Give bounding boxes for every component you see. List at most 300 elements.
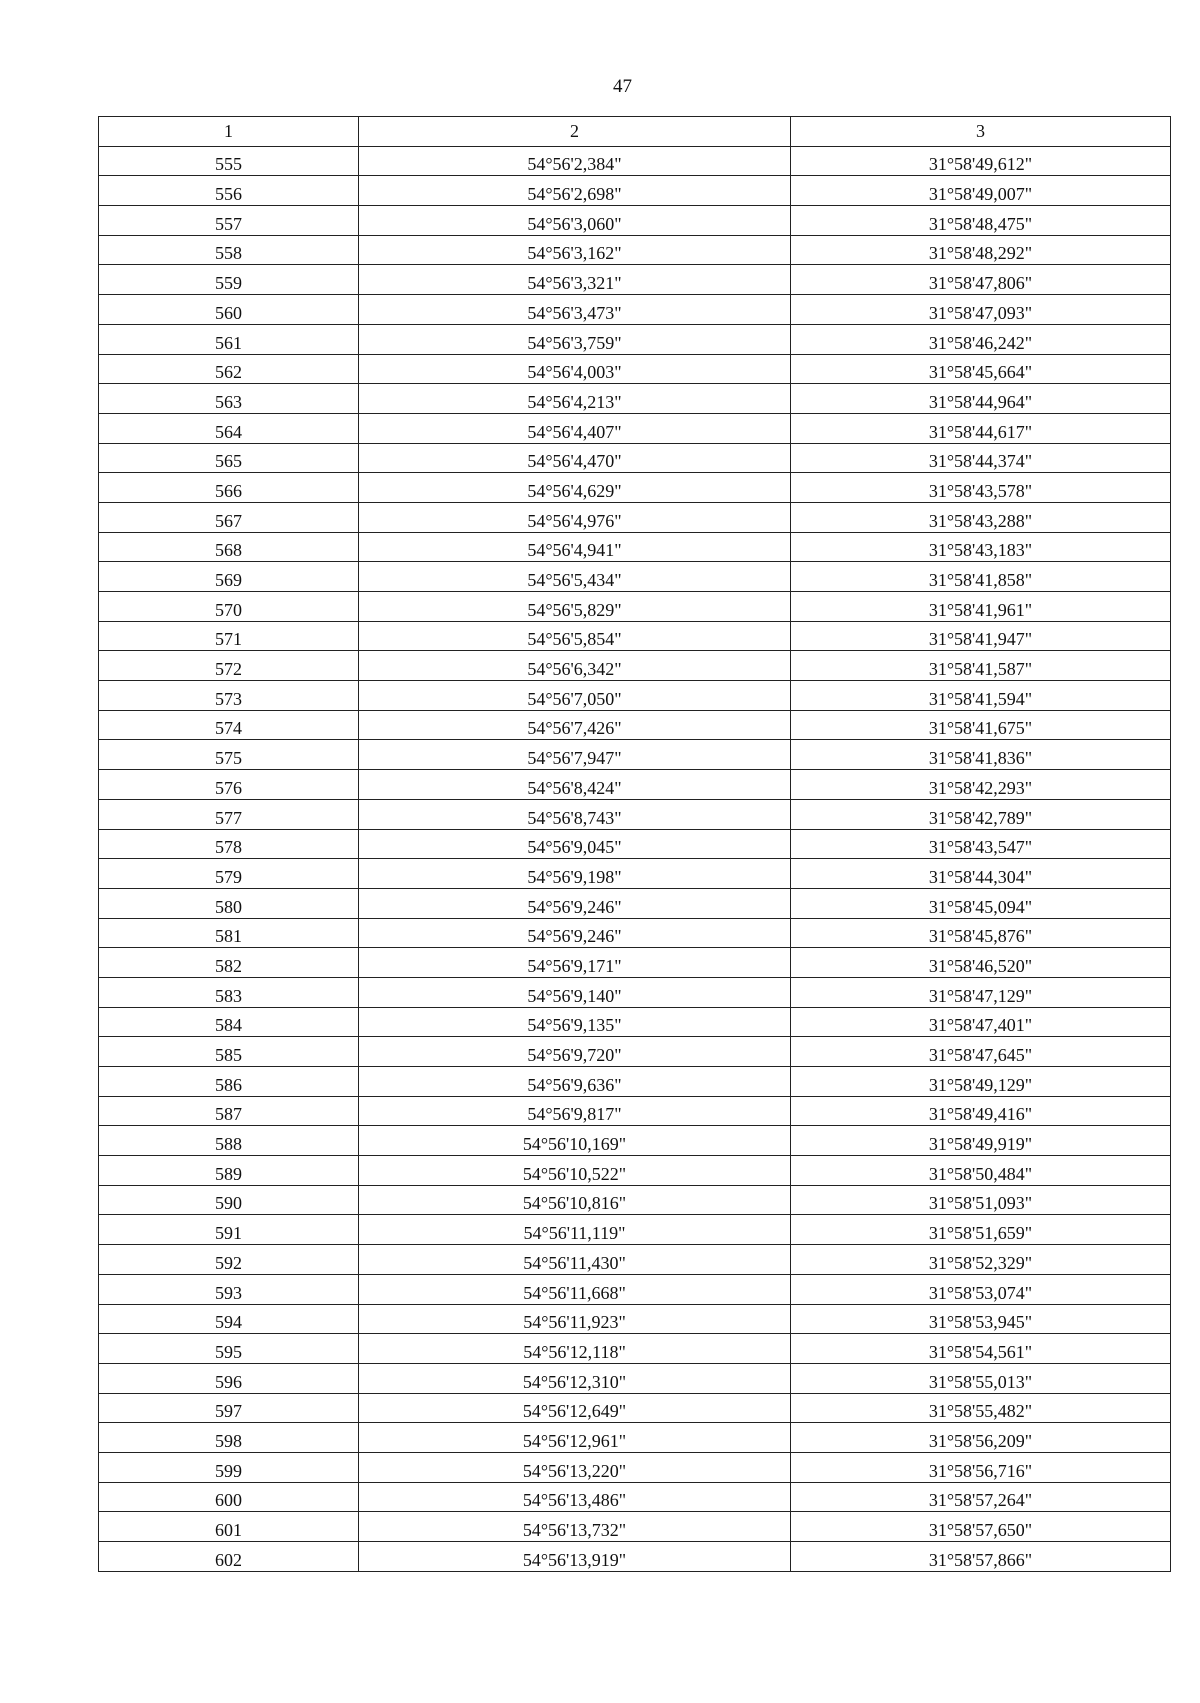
point-number-text: 585	[215, 1045, 242, 1065]
point-number-cell	[99, 681, 359, 711]
point-number-cell	[99, 829, 359, 859]
point-number-cell	[99, 1067, 359, 1097]
point-number-cell	[99, 918, 359, 948]
longitude-text: 31°58'48,292"	[928, 243, 1033, 264]
longitude-cell	[791, 799, 1171, 829]
point-number-cell	[99, 1274, 359, 1304]
latitude-cell	[359, 681, 791, 711]
point-number-cell	[99, 1452, 359, 1482]
coordinates-table	[98, 116, 1171, 1572]
latitude-text: 54°56'9,636"	[527, 1074, 622, 1095]
latitude-cell	[359, 443, 791, 473]
latitude-cell	[359, 621, 791, 651]
longitude-cell	[791, 473, 1171, 503]
point-number-cell	[99, 354, 359, 384]
point-number-text: 588	[215, 1134, 242, 1155]
point-number-cell	[99, 146, 359, 176]
point-number-text: 556	[215, 184, 242, 205]
longitude-cell	[791, 770, 1171, 800]
latitude-text: 54°56'10,522"	[522, 1163, 627, 1184]
latitude-cell	[359, 384, 791, 414]
table-row	[99, 1007, 1171, 1037]
longitude-text: 31°58'48,475"	[928, 213, 1033, 234]
point-number-text: 565	[215, 451, 242, 472]
latitude-text: 54°56'13,486"	[522, 1490, 627, 1511]
longitude-cell	[791, 324, 1171, 354]
latitude-text: 54°56'3,162"	[527, 243, 622, 264]
point-number-text: 562	[215, 362, 242, 383]
point-number-cell	[99, 770, 359, 800]
longitude-cell	[791, 235, 1171, 265]
latitude-text: 54°56'11,923"	[523, 1312, 626, 1333]
longitude-cell	[791, 1334, 1171, 1364]
point-number-text: 595	[215, 1341, 242, 1362]
latitude-text: 54°56'9,817"	[527, 1104, 622, 1125]
longitude-cell	[791, 265, 1171, 295]
point-number-text: 567	[215, 510, 242, 531]
table-row	[99, 710, 1171, 740]
latitude-cell	[359, 1452, 791, 1482]
latitude-cell	[359, 1096, 791, 1126]
longitude-cell	[791, 1452, 1171, 1482]
point-number-text: 598	[215, 1430, 242, 1451]
longitude-text: 31°58'57,866"	[928, 1549, 1033, 1570]
point-number-text: 568	[215, 540, 242, 561]
point-number-cell	[99, 1512, 359, 1542]
point-number-text: 586	[215, 1074, 242, 1095]
point-number-cell	[99, 235, 359, 265]
longitude-text: 31°58'47,401"	[928, 1015, 1033, 1036]
point-number-text: 591	[215, 1223, 242, 1244]
table-row	[99, 799, 1171, 829]
latitude-text: 54°56'4,003"	[527, 362, 622, 383]
latitude-cell	[359, 770, 791, 800]
point-number-text: 561	[215, 332, 242, 353]
longitude-text: 31°58'49,129"	[928, 1074, 1033, 1095]
latitude-text: 54°56'4,976"	[527, 510, 622, 531]
latitude-text: 54°56'5,829"	[527, 599, 622, 620]
latitude-text: 54°56'10,169"	[522, 1134, 627, 1155]
point-number-text: 594	[215, 1312, 242, 1333]
point-number-text: 572	[215, 659, 242, 680]
point-number-cell	[99, 295, 359, 325]
table-row	[99, 1245, 1171, 1275]
longitude-cell	[791, 592, 1171, 622]
point-number-text: 575	[215, 748, 242, 769]
latitude-text: 54°56'5,434"	[527, 570, 622, 590]
latitude-text: 54°56'9,171"	[527, 955, 622, 976]
longitude-cell	[791, 1007, 1171, 1037]
latitude-text: 54°56'2,384"	[527, 154, 622, 175]
point-number-text: 582	[215, 955, 242, 976]
table-row	[99, 176, 1171, 206]
latitude-cell	[359, 354, 791, 384]
table-row	[99, 770, 1171, 800]
point-number-text: 590	[215, 1193, 242, 1214]
longitude-cell	[791, 1156, 1171, 1186]
latitude-text: 54°56'7,050"	[527, 688, 622, 709]
longitude-text: 31°58'55,013"	[928, 1371, 1033, 1392]
table-row	[99, 384, 1171, 414]
longitude-cell	[791, 413, 1171, 443]
point-number-text: 571	[215, 629, 242, 650]
table-row	[99, 413, 1171, 443]
latitude-text: 54°56'9,198"	[527, 866, 622, 887]
point-number-cell	[99, 562, 359, 592]
longitude-cell	[791, 829, 1171, 859]
longitude-text: 31°58'43,183"	[928, 540, 1033, 561]
latitude-text: 54°56'4,470"	[527, 451, 622, 472]
point-number-text: 577	[215, 807, 242, 828]
latitude-text: 54°56'3,759"	[527, 332, 622, 353]
latitude-cell	[359, 206, 791, 236]
longitude-cell	[791, 502, 1171, 532]
latitude-cell	[359, 740, 791, 770]
point-number-cell	[99, 799, 359, 829]
longitude-text: 31°58'45,876"	[928, 926, 1033, 947]
table-row	[99, 502, 1171, 532]
longitude-cell	[791, 651, 1171, 681]
latitude-cell	[359, 651, 791, 681]
longitude-text: 31°58'46,520"	[928, 955, 1033, 976]
point-number-text: 574	[215, 718, 242, 739]
longitude-cell	[791, 1304, 1171, 1334]
latitude-text: 54°56'12,961"	[522, 1430, 627, 1451]
longitude-cell	[791, 1482, 1171, 1512]
latitude-text: 54°56'13,220"	[522, 1460, 627, 1481]
latitude-cell	[359, 859, 791, 889]
point-number-text: 578	[215, 837, 242, 858]
longitude-cell	[791, 621, 1171, 651]
latitude-text: 54°56'11,430"	[523, 1252, 626, 1273]
latitude-cell	[359, 1126, 791, 1156]
latitude-cell	[359, 1423, 791, 1453]
longitude-cell	[791, 1185, 1171, 1215]
table-row	[99, 562, 1171, 592]
point-number-cell	[99, 1215, 359, 1245]
table-row	[99, 681, 1171, 711]
latitude-text: 54°56'3,321"	[527, 273, 622, 294]
longitude-text: 31°58'41,587"	[928, 659, 1033, 680]
table-row	[99, 532, 1171, 562]
point-number-text: 580	[215, 896, 242, 917]
table-row	[99, 295, 1171, 325]
latitude-cell	[359, 1007, 791, 1037]
latitude-cell	[359, 1274, 791, 1304]
table-row	[99, 651, 1171, 681]
latitude-text: 54°56'9,720"	[527, 1045, 622, 1065]
longitude-text: 31°58'49,416"	[928, 1104, 1033, 1125]
longitude-cell	[791, 948, 1171, 978]
longitude-text: 31°58'49,007"	[928, 184, 1033, 205]
point-number-text: 563	[215, 391, 242, 412]
point-number-text: 569	[215, 570, 242, 590]
table-row	[99, 1215, 1171, 1245]
table-row	[99, 1334, 1171, 1364]
longitude-cell	[791, 384, 1171, 414]
table-row	[99, 888, 1171, 918]
point-number-text: 592	[215, 1252, 242, 1273]
latitude-cell	[359, 1363, 791, 1393]
table-row	[99, 206, 1171, 236]
point-number-cell	[99, 888, 359, 918]
latitude-cell	[359, 324, 791, 354]
latitude-text: 54°56'10,816"	[522, 1193, 627, 1214]
point-number-cell	[99, 206, 359, 236]
table-row	[99, 354, 1171, 384]
point-number-text: 602	[215, 1549, 242, 1570]
latitude-text: 54°56'5,854"	[527, 629, 622, 650]
longitude-text: 31°58'41,858"	[928, 570, 1033, 590]
table-row	[99, 1423, 1171, 1453]
point-number-text: 558	[215, 243, 242, 264]
longitude-text: 31°58'42,293"	[928, 777, 1033, 798]
point-number-cell	[99, 473, 359, 503]
point-number-cell	[99, 651, 359, 681]
latitude-text: 54°56'9,140"	[527, 985, 622, 1006]
longitude-text: 31°58'49,612"	[928, 154, 1033, 175]
longitude-cell	[791, 146, 1171, 176]
longitude-text: 31°58'44,374"	[928, 451, 1033, 472]
header-row	[99, 117, 1171, 147]
point-number-cell	[99, 176, 359, 206]
point-number-text: 560	[215, 302, 242, 323]
point-number-cell	[99, 1423, 359, 1453]
table-row	[99, 829, 1171, 859]
latitude-text: 54°56'12,310"	[522, 1371, 627, 1392]
latitude-cell	[359, 502, 791, 532]
latitude-text: 54°56'3,473"	[527, 302, 622, 323]
latitude-text: 54°56'6,342"	[527, 659, 622, 680]
longitude-text: 31°58'41,836"	[928, 748, 1033, 769]
latitude-cell	[359, 1037, 791, 1067]
latitude-cell	[359, 918, 791, 948]
table-row	[99, 1482, 1171, 1512]
longitude-text: 31°58'55,482"	[928, 1401, 1033, 1422]
point-number-cell	[99, 443, 359, 473]
point-number-cell	[99, 740, 359, 770]
point-number-text: 601	[215, 1520, 242, 1540]
point-number-cell	[99, 1156, 359, 1186]
longitude-text: 31°58'49,919"	[928, 1134, 1033, 1155]
table-header	[99, 117, 1171, 147]
point-number-cell	[99, 502, 359, 532]
longitude-text: 31°58'44,617"	[928, 421, 1033, 442]
longitude-cell	[791, 1126, 1171, 1156]
point-number-cell	[99, 1542, 359, 1572]
point-number-text: 583	[215, 985, 242, 1006]
point-number-text: 589	[215, 1163, 242, 1184]
latitude-text: 54°56'3,060"	[527, 213, 622, 234]
longitude-text: 31°58'47,806"	[928, 273, 1033, 294]
point-number-cell	[99, 413, 359, 443]
longitude-text: 31°58'46,242"	[928, 332, 1033, 353]
point-number-cell	[99, 1482, 359, 1512]
table-row	[99, 918, 1171, 948]
table-row	[99, 1126, 1171, 1156]
table-row	[99, 621, 1171, 651]
point-number-cell	[99, 1393, 359, 1423]
longitude-text: 31°58'54,561"	[928, 1341, 1033, 1362]
latitude-cell	[359, 235, 791, 265]
longitude-cell	[791, 1542, 1171, 1572]
point-number-cell	[99, 710, 359, 740]
latitude-cell	[359, 1393, 791, 1423]
longitude-text: 31°58'47,129"	[928, 985, 1033, 1006]
point-number-cell	[99, 1185, 359, 1215]
point-number-text: 596	[215, 1371, 242, 1392]
latitude-cell	[359, 799, 791, 829]
point-number-cell	[99, 1363, 359, 1393]
longitude-text: 31°58'51,093"	[928, 1193, 1033, 1214]
latitude-cell	[359, 1482, 791, 1512]
point-number-cell	[99, 384, 359, 414]
longitude-text: 31°58'47,645"	[928, 1045, 1033, 1065]
latitude-text: 54°56'9,246"	[527, 896, 622, 917]
longitude-cell	[791, 1037, 1171, 1067]
point-number-cell	[99, 1245, 359, 1275]
latitude-cell	[359, 473, 791, 503]
point-number-text: 573	[215, 688, 242, 709]
point-number-text: 599	[215, 1460, 242, 1481]
latitude-cell	[359, 265, 791, 295]
longitude-cell	[791, 681, 1171, 711]
latitude-cell	[359, 1067, 791, 1097]
latitude-cell	[359, 592, 791, 622]
point-number-text: 593	[215, 1282, 242, 1303]
longitude-cell	[791, 206, 1171, 236]
latitude-text: 54°56'12,118"	[523, 1341, 626, 1362]
longitude-text: 31°58'53,074"	[928, 1282, 1033, 1303]
latitude-cell	[359, 829, 791, 859]
table-row	[99, 473, 1171, 503]
point-number-text: 600	[215, 1490, 242, 1511]
table-row	[99, 146, 1171, 176]
table-row	[99, 1452, 1171, 1482]
point-number-text: 559	[215, 273, 242, 294]
point-number-text: 584	[215, 1015, 242, 1036]
table-row	[99, 1156, 1171, 1186]
longitude-text: 31°58'53,945"	[928, 1312, 1033, 1333]
longitude-text: 31°58'51,659"	[928, 1223, 1033, 1244]
latitude-cell	[359, 562, 791, 592]
longitude-text: 31°58'57,264"	[928, 1490, 1033, 1511]
point-number-text: 555	[215, 154, 242, 175]
longitude-cell	[791, 740, 1171, 770]
table-row	[99, 1185, 1171, 1215]
table-row	[99, 859, 1171, 889]
latitude-cell	[359, 1156, 791, 1186]
latitude-cell	[359, 948, 791, 978]
longitude-cell	[791, 977, 1171, 1007]
longitude-cell	[791, 295, 1171, 325]
latitude-text: 54°56'7,426"	[527, 718, 622, 739]
page-number: 47	[613, 76, 632, 97]
longitude-cell	[791, 176, 1171, 206]
point-number-cell	[99, 1007, 359, 1037]
point-number-cell	[99, 1304, 359, 1334]
point-number-text: 570	[215, 599, 242, 620]
table-row	[99, 1304, 1171, 1334]
latitude-cell	[359, 146, 791, 176]
latitude-text: 54°56'12,649"	[522, 1401, 627, 1422]
longitude-text: 31°58'41,675"	[928, 718, 1033, 739]
point-number-text: 564	[215, 421, 242, 442]
table-row	[99, 443, 1171, 473]
point-number-text: 597	[215, 1401, 242, 1422]
point-number-cell	[99, 1126, 359, 1156]
longitude-text: 31°58'56,716"	[928, 1460, 1033, 1481]
latitude-cell	[359, 532, 791, 562]
point-number-cell	[99, 859, 359, 889]
latitude-text: 54°56'13,919"	[522, 1549, 627, 1570]
latitude-cell	[359, 1542, 791, 1572]
table-row	[99, 235, 1171, 265]
longitude-text: 31°58'56,209"	[928, 1430, 1033, 1451]
latitude-cell	[359, 1185, 791, 1215]
longitude-cell	[791, 532, 1171, 562]
table-row	[99, 324, 1171, 354]
longitude-text: 31°58'47,093"	[928, 302, 1033, 323]
latitude-text: 54°56'9,246"	[527, 926, 622, 947]
point-number-cell	[99, 1334, 359, 1364]
longitude-text: 31°58'43,288"	[928, 510, 1033, 531]
longitude-cell	[791, 1215, 1171, 1245]
longitude-cell	[791, 443, 1171, 473]
longitude-text: 31°58'43,547"	[928, 837, 1033, 858]
point-number-cell	[99, 1096, 359, 1126]
point-number-cell	[99, 948, 359, 978]
latitude-text: 54°56'11,119"	[523, 1223, 626, 1244]
point-number-cell	[99, 324, 359, 354]
longitude-cell	[791, 1245, 1171, 1275]
longitude-text: 31°58'44,964"	[928, 391, 1033, 412]
longitude-cell	[791, 1512, 1171, 1542]
longitude-text: 31°58'57,650"	[928, 1520, 1033, 1540]
table-row	[99, 1096, 1171, 1126]
longitude-cell	[791, 354, 1171, 384]
longitude-cell	[791, 1423, 1171, 1453]
longitude-text: 31°58'44,304"	[928, 866, 1033, 887]
table-row	[99, 948, 1171, 978]
table-body	[99, 146, 1171, 1571]
table-row	[99, 977, 1171, 1007]
latitude-cell	[359, 977, 791, 1007]
latitude-text: 54°56'4,213"	[527, 391, 622, 412]
longitude-text: 31°58'45,094"	[928, 896, 1033, 917]
longitude-cell	[791, 710, 1171, 740]
longitude-text: 31°58'45,664"	[928, 362, 1033, 383]
latitude-cell	[359, 1215, 791, 1245]
point-number-text: 579	[215, 866, 242, 887]
table-row	[99, 592, 1171, 622]
longitude-cell	[791, 1096, 1171, 1126]
latitude-text: 54°56'7,947"	[527, 748, 622, 769]
latitude-cell	[359, 295, 791, 325]
table-row	[99, 740, 1171, 770]
latitude-text: 54°56'11,668"	[523, 1282, 626, 1303]
latitude-text: 54°56'8,743"	[527, 807, 622, 828]
longitude-text: 31°58'50,484"	[928, 1163, 1033, 1184]
longitude-cell	[791, 1363, 1171, 1393]
longitude-cell	[791, 1393, 1171, 1423]
point-number-cell	[99, 592, 359, 622]
point-number-text: 576	[215, 777, 242, 798]
latitude-text: 54°56'8,424"	[527, 777, 622, 798]
latitude-text: 54°56'9,135"	[527, 1015, 622, 1036]
table-row	[99, 1037, 1171, 1067]
point-number-cell	[99, 621, 359, 651]
